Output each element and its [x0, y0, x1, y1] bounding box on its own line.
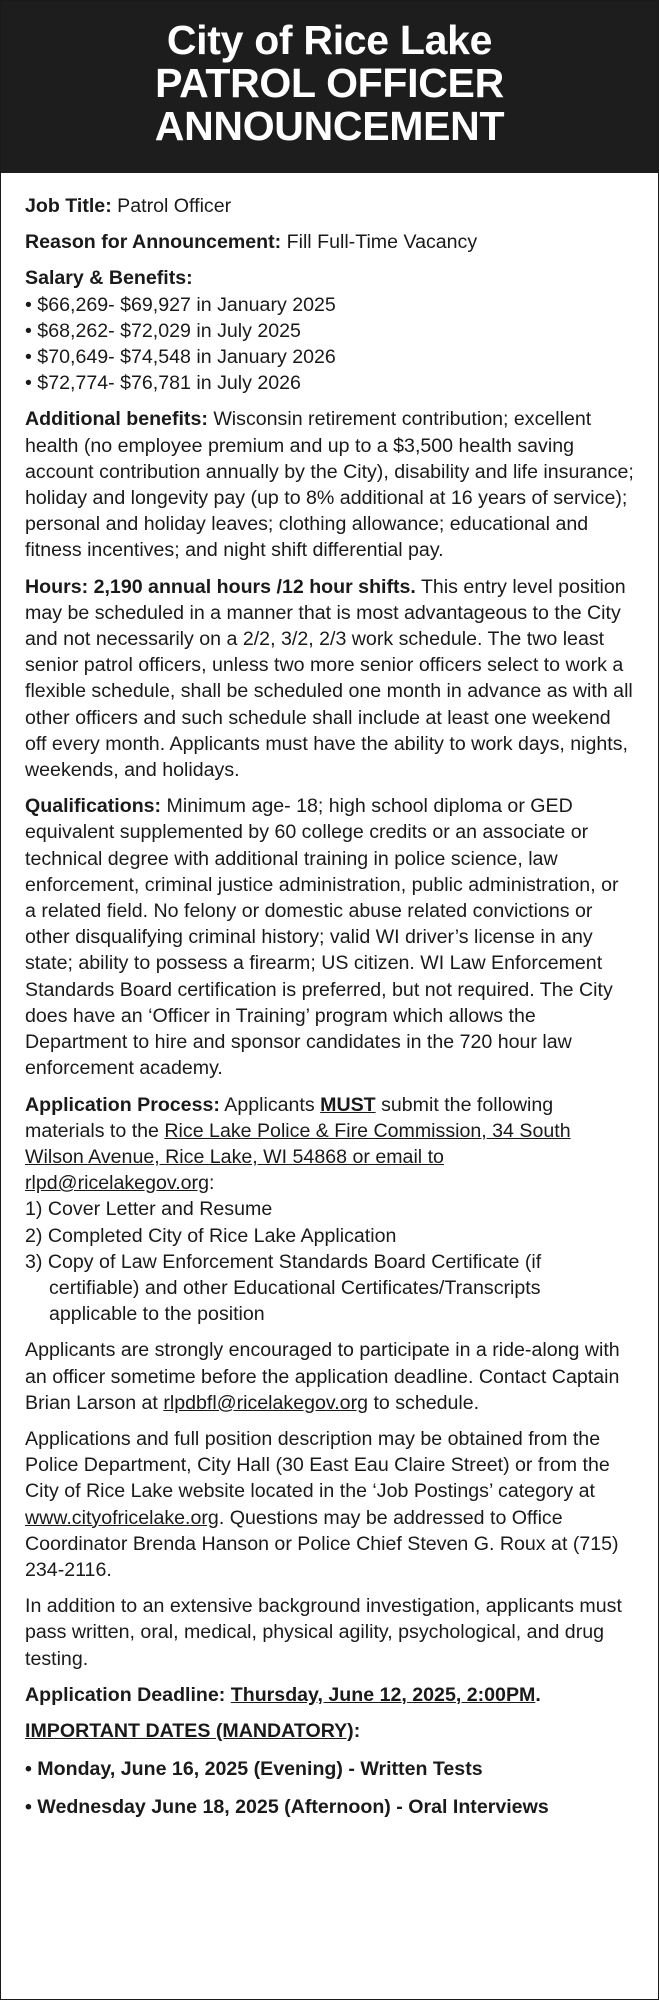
additional-text: Wisconsin retirement contribution; excellent health (no employee premium and up to a $3,500 health saving account contribution annually by the City), disability and life insurance; holiday and longevity pay (up to 8% additional at 16 years of service); personal and holiday leaves; clothing allowance; educational and fitness incentives; and night shift differential pay. [25, 408, 634, 562]
qualifications-section [25, 793, 634, 1081]
job-title-value: Patrol Officer [111, 195, 232, 217]
job-title-label: Job Title: [25, 195, 112, 217]
application-item: 1) Cover Letter and Resume [25, 1198, 273, 1221]
application-colon: : [208, 1172, 215, 1195]
hours-text: This entry level position may be scheduled in a manner that is most advantageous to the City and not necessarily on a 2/2, 3/2, 2/3 work schedule. The two least senior patrol officers, unless two more senior officers select to work a flexible schedule, shall be scheduled one month in advance as with all other officers and such schedule shall include at least one weekend off every month. Applicants must have the ability to work days, nights, weekends, and holidays. [25, 575, 633, 782]
application-intro [25, 1092, 634, 1197]
important-date-item: • Wednesday June 18, 2025 (Afternoon) - Oral Interviews [25, 1796, 549, 1819]
obtain-text: . Questions may be addressed to Office Coordinator Brenda Hanson or Police Chief Steven G. Roux at (715) 234-2116. [25, 1506, 619, 1581]
header-banner [1, 1, 658, 173]
commission-address-link[interactable]: Rice Lake Police & Fire Commission, 34 South Wilson Avenue, Rice Lake, WI 54868 or email to rlpd@ricelakegov.org [25, 1119, 571, 1195]
deadline-line [25, 1682, 634, 1708]
application-item: 2) Completed City of Rice Lake Application [25, 1224, 397, 1247]
additional-benefits [25, 406, 634, 563]
website-link[interactable]: www.cityofricelake.org [25, 1506, 219, 1529]
header-city: City of Rice Lake [166, 17, 493, 63]
reason-value: Fill Full-Time Vacancy [281, 231, 478, 254]
header-position: PATROL OFFICER [155, 60, 504, 106]
obtain-text: Applications and full position description may be obtained from the Police Department, City Hall (30 East Eau Claire Street) or from the City of Rice Lake website located in the ‘Job Postings’ category at [25, 1427, 610, 1503]
obtain-paragraph [25, 1426, 634, 1583]
job-title-line [25, 193, 634, 219]
salary-item: • $66,269- $69,927 in January 2025 [25, 293, 336, 316]
ridealong-text: to schedule. [368, 1391, 480, 1414]
salary-section [25, 265, 634, 396]
salary-label: Salary & Benefits: [25, 267, 193, 290]
application-text: submit the following materials to the [25, 1093, 554, 1142]
announcement-body [1, 173, 658, 1821]
background-paragraph: In addition to an extensive background investigation, applicants must pass written, oral, medical, physical agility, psychological, and drug testing. [25, 1595, 622, 1670]
header-announcement: ANNOUNCEMENT [154, 103, 505, 149]
must-emphasis: MUST [320, 1093, 376, 1116]
salary-item: • $72,774- $76,781 in July 2026 [25, 372, 301, 395]
hours-section [25, 574, 634, 784]
deadline-value: Thursday, June 12, 2025, 2:00PM [230, 1683, 536, 1706]
deadline-period: . [535, 1683, 541, 1706]
ridealong-email-link[interactable]: rlpdbfl@ricelakegov.org [163, 1391, 369, 1414]
application-section [25, 1092, 634, 1328]
reason-label: Reason for Announcement: [25, 231, 282, 254]
qualifications-label: Qualifications: [25, 795, 162, 818]
additional-label: Additional benefits: [25, 408, 208, 431]
salary-item: • $70,649- $74,548 in January 2026 [25, 346, 336, 369]
important-dates-label: IMPORTANT DATES (MANDATORY) [25, 1719, 354, 1742]
important-dates [25, 1718, 634, 1821]
important-date-item: • Monday, June 16, 2025 (Evening) - Written Tests [25, 1758, 483, 1781]
important-dates-colon: : [353, 1719, 361, 1742]
ridealong-text: Applicants are strongly encouraged to participate in a ride-along with an officer sometime before the application deadline. Contact Captain Brian Larson at [25, 1339, 620, 1414]
ridealong-paragraph [25, 1337, 634, 1416]
application-label: Application Process: [25, 1093, 220, 1116]
hours-label: Hours: 2,190 annual hours /12 hour shifts. [25, 575, 416, 598]
application-text: Applicants [219, 1093, 321, 1116]
deadline-label: Application Deadline: [25, 1683, 231, 1706]
salary-item: • $68,262- $72,029 in July 2025 [25, 319, 301, 342]
reason-line [25, 229, 634, 255]
application-item: 3) Copy of Law Enforcement Standards Board Certificate (if certifiable) and other Educational Certificates/Transcripts applicable to the position [25, 1250, 542, 1326]
qualifications-text: Minimum age- 18; high school diploma or GED equivalent supplemented by 60 college credits or an associate or technical degree with additional training in police science, law enforcement, criminal justice administration, public administration, or a related field. No felony or domestic abuse related convictions or other disqualifying criminal history; valid WI driver’s license in any state; ability to possess a firearm; US citizen. WI Law Enforcement Standards Board certification is preferred, but not required. The City does have an ‘Officer in Training’ program which allows the Department to hire and sponsor candidates in the 720 hour law enforcement academy. [25, 795, 619, 1080]
important-dates-heading [25, 1718, 634, 1744]
